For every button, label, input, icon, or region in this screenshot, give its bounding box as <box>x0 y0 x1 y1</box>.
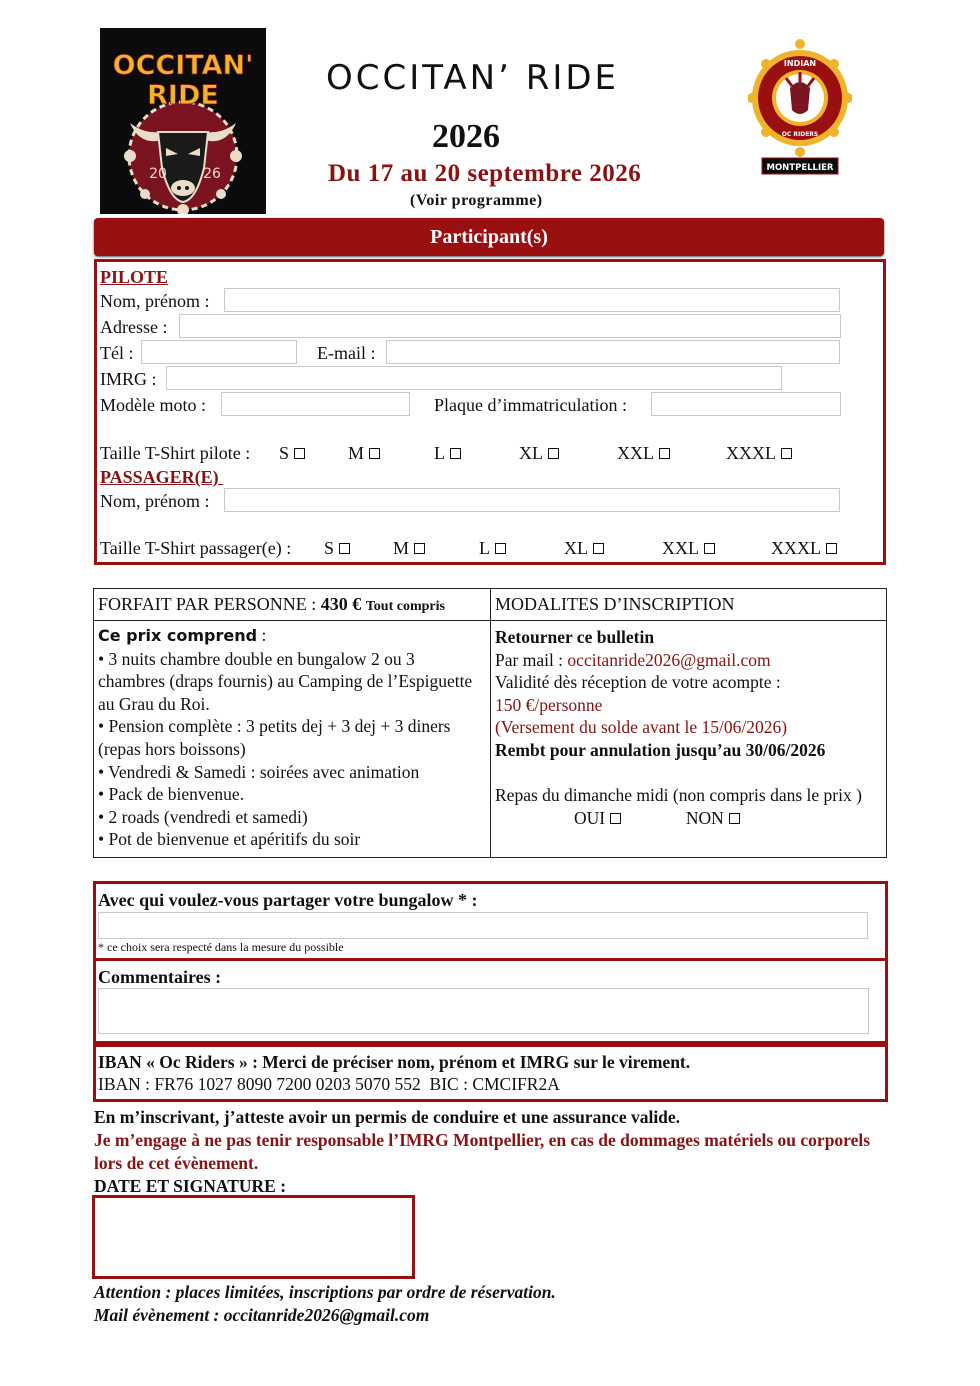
pilote-heading: PILOTE <box>100 267 169 287</box>
passager-size-xxxl-option[interactable]: XXXL <box>771 537 837 559</box>
modalites-header: MODALITES D’INSCRIPTION <box>495 594 735 614</box>
email-field[interactable] <box>386 340 840 364</box>
includes-item: • Vendredi & Samedi : soirées avec animation <box>98 761 420 782</box>
moto-model-label: Modèle moto : <box>100 395 206 415</box>
logo-left-line1: OCCITAN' <box>112 50 254 81</box>
occitan-cross-badge-icon <box>748 38 852 176</box>
pilote-tshirt-label: Taille T-Shirt pilote : <box>100 443 251 463</box>
table-divider <box>93 620 887 621</box>
checkbox-icon[interactable] <box>548 448 559 459</box>
iban-title: IBAN « Oc Riders » : Merci de préciser nom, prénom et IMRG sur le virement. <box>98 1052 691 1072</box>
comments-field[interactable] <box>98 988 869 1034</box>
balance-note: (Versement du solde avant le 15/06/2026) <box>495 717 788 738</box>
pilote-size-m-option[interactable]: M <box>348 442 380 464</box>
event-year: 2026 <box>432 118 500 155</box>
pilote-size-s-option[interactable]: S <box>279 442 305 464</box>
forfait-label: FORFAIT PAR PERSONNE : <box>98 594 317 614</box>
includes-item: • Pension complète : 3 petits dej + 3 dej + 3 diners (repas hors boissons) <box>98 716 451 759</box>
share-title: Avec qui voulez-vous partager votre bungalow * : <box>98 890 478 910</box>
passager-heading: PASSAGER(E) <box>100 467 224 487</box>
mail-link[interactable]: occitanride2026@gmail.com <box>567 649 771 670</box>
program-note: (Voir programme) <box>410 192 543 209</box>
checkbox-icon[interactable] <box>704 543 715 554</box>
event-title: OCCITAN’ RIDE <box>326 58 620 98</box>
forfait-price: 430 € <box>320 594 362 614</box>
includes-item: • Pot de bienvenue et apéritifs du soir <box>98 829 361 850</box>
oui-option[interactable]: OUI <box>574 808 621 828</box>
price-includes <box>98 624 486 851</box>
iban-details: IBAN : FR76 1027 8090 7200 0203 5070 552 BIC : CMCIFR2A <box>98 1074 560 1094</box>
includes-item: • 3 nuits chambre double en bungalow 2 ou 3 chambres (draps fournis) au Camping de l’Espiguette au Grau du Roi. <box>98 648 473 714</box>
includes-item: • Pack de bienvenue. <box>98 784 245 805</box>
address-field[interactable] <box>179 314 841 338</box>
mail-line <box>495 649 881 672</box>
checkbox-icon[interactable] <box>781 448 792 459</box>
imrg-label: IMRG : <box>100 369 157 389</box>
return-title: Retourner ce bulletin <box>495 627 655 647</box>
spacer <box>495 762 881 785</box>
logo-left-year2: 26 <box>203 166 221 182</box>
deposit-amount: 150 €/personne <box>495 694 603 715</box>
signature-label: DATE ET SIGNATURE : <box>94 1176 287 1196</box>
pilote-size-l-option[interactable]: L <box>434 442 461 464</box>
indian-riders-montpellier-logo <box>748 38 852 176</box>
passager-size-l-option[interactable]: L <box>479 537 506 559</box>
imrg-field[interactable] <box>166 366 782 390</box>
passager-tshirt-label: Taille T-Shirt passager(e) : <box>100 538 292 558</box>
checkbox-icon[interactable] <box>659 448 670 459</box>
checkbox-icon[interactable] <box>593 543 604 554</box>
passager-name-field[interactable] <box>224 488 840 512</box>
pilote-size-xxl-option[interactable]: XXL <box>617 442 670 464</box>
table-divider <box>490 588 491 858</box>
passager-size-m-option[interactable]: M <box>393 537 425 559</box>
footer-line2: Mail évènement : occitanride2026@gmail.com <box>94 1305 430 1325</box>
checkbox-icon[interactable] <box>610 813 621 824</box>
forfait-header <box>98 594 445 615</box>
plate-field[interactable] <box>651 392 841 416</box>
refund-note: Rembt pour annulation jusqu’au 30/06/2026 <box>495 739 826 760</box>
attestation <box>94 1106 894 1198</box>
footer-line1: Attention : places limitées, inscriptions par ordre de réservation. <box>94 1282 556 1302</box>
forfait-price-note: Tout compris <box>365 599 445 614</box>
phone-label: Tél : <box>100 343 134 363</box>
includes-colon: : <box>257 625 267 645</box>
signature-box[interactable] <box>92 1195 415 1279</box>
includes-item: • 2 roads (vendredi et samedi) <box>98 806 308 827</box>
includes-title-line <box>98 624 486 648</box>
checkbox-icon[interactable] <box>729 813 740 824</box>
passager-name-label: Nom, prénom : <box>100 491 210 511</box>
participants-banner: Participant(s) <box>94 218 884 256</box>
passager-size-s-option[interactable]: S <box>324 537 350 559</box>
comments-title: Commentaires : <box>98 967 222 987</box>
phone-field[interactable] <box>141 340 297 364</box>
logo-right-city: MONTPELLIER <box>766 163 834 173</box>
pilote-name-field[interactable] <box>224 288 840 312</box>
checkbox-icon[interactable] <box>450 448 461 459</box>
checkbox-icon[interactable] <box>826 543 837 554</box>
includes-title: Ce prix comprend <box>98 626 258 645</box>
share-note: * ce choix sera respecté dans la mesure du possible <box>98 940 344 954</box>
mail-label: Par mail : <box>495 649 564 670</box>
sunday-meal-text: Repas du dimanche midi (non compris dans le prix ) <box>495 785 862 806</box>
sunday-meal-options <box>495 807 881 830</box>
logo-left-year1: 20 <box>149 166 167 182</box>
event-dates: Du 17 au 20 septembre 2026 <box>328 160 642 187</box>
address-label: Adresse : <box>100 317 168 337</box>
moto-model-field[interactable] <box>221 392 410 416</box>
attestation-line1: En m’inscrivant, j’atteste avoir un permis de conduire et une assurance valide. <box>94 1107 681 1127</box>
email-label: E-mail : <box>317 343 376 363</box>
pilote-size-xl-option[interactable]: XL <box>519 442 559 464</box>
passager-size-xxl-option[interactable]: XXL <box>662 537 715 559</box>
footer-note <box>94 1281 556 1327</box>
checkbox-icon[interactable] <box>495 543 506 554</box>
plate-label: Plaque d’immatriculation : <box>434 395 627 415</box>
passager-size-xl-option[interactable]: XL <box>564 537 604 559</box>
validity-text: Validité dès réception de votre acompte : <box>495 672 781 693</box>
non-option[interactable]: NON <box>686 808 740 828</box>
checkbox-icon[interactable] <box>414 543 425 554</box>
occitan-ride-logo <box>100 28 266 214</box>
pilote-name-label: Nom, prénom : <box>100 291 210 311</box>
attestation-line2: Je m’engage à ne pas tenir responsable l’IMRG Montpellier, en cas de dommages matériels ou corporels lors de cet évènement. <box>94 1130 871 1173</box>
bull-cross-logo-icon <box>100 28 266 214</box>
logo-left-line2: RIDE <box>147 80 219 111</box>
checkbox-icon[interactable] <box>369 448 380 459</box>
logo-right-word1: INDIAN <box>783 59 817 68</box>
pilote-size-xxxl-option[interactable]: XXXL <box>726 442 792 464</box>
share-field[interactable] <box>98 912 868 939</box>
checkbox-icon[interactable] <box>339 543 350 554</box>
logo-right-word5: OC RIDERS <box>781 131 819 138</box>
modalites-body <box>495 626 881 829</box>
checkbox-icon[interactable] <box>294 448 305 459</box>
